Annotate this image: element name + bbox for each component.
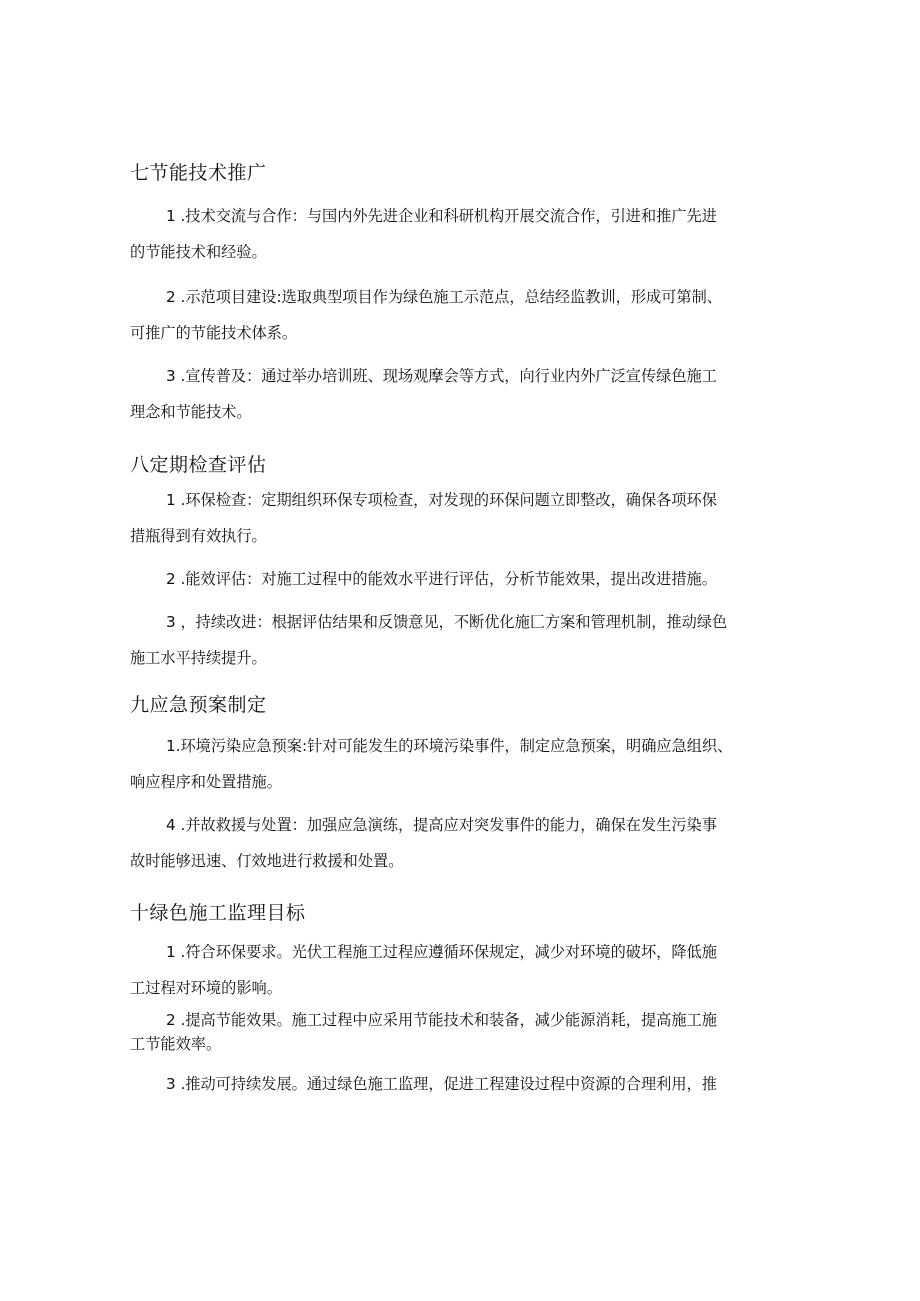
paragraph-10-2 — [130, 1008, 800, 1056]
paragraph-8-2 — [130, 561, 800, 597]
section-heading-9: 九应急预案制定 — [130, 694, 267, 716]
paragraph-line: 1 .符合环保要求。光伏工程施工过程应遵循环保规定，减少对环境的破坏，降低施 — [166, 943, 717, 961]
paragraph-line: 工节能效率。 — [130, 1035, 222, 1053]
paragraph-line: 的节能技术和经验。 — [130, 243, 267, 261]
paragraph-line: 故时能够迅速、仃效地进行救援和处置。 — [130, 852, 404, 870]
paragraph-7-1 — [130, 198, 800, 270]
paragraph-7-2 — [130, 279, 800, 351]
paragraph-7-3 — [130, 358, 800, 430]
section-heading-7: 七节能技术推广 — [130, 162, 267, 184]
paragraph-line: 1 .技术交流与合作：与国内外先进企业和科研机构开展交流合作，引进和推广先进 — [166, 207, 717, 225]
paragraph-line: 3 .推动可持续发展。通过绿色施工监理，促进工程建设过程中资源的合理利用，推 — [166, 1075, 717, 1093]
paragraph-8-1 — [130, 482, 800, 554]
section-heading-10: 十绿色施工监理目标 — [130, 902, 306, 924]
paragraph-line: 响应程序和处置措施。 — [130, 773, 282, 791]
paragraph-line: 4 .并故救援与处置：加强应急演练，提高应对突发事件的能力，确保在发生污染事 — [166, 816, 717, 834]
paragraph-10-1 — [130, 934, 800, 1006]
paragraph-line: 2 .提高节能效果。施工过程中应采用节能技术和装备，减少能源消耗，提高施工施 — [166, 1011, 717, 1029]
paragraph-8-3 — [130, 604, 800, 676]
paragraph-line: 1.环境污染应急预案:针对可能发生的环境污染事件，制定应急预案，明确应急组织、 — [166, 737, 733, 755]
paragraph-line: 3 ，持续改进：根据评估结果和反馈意见，不断优化施匚方案和管理机制，推动绿色 — [166, 613, 728, 631]
paragraph-line: 2 .示范项目建设:选取典型项目作为绿色施工示范点，总结经监教训，形成可第制、 — [166, 288, 722, 306]
paragraph-line: 措瓶得到有效执行。 — [130, 527, 267, 545]
paragraph-line: 可推广的节能技术体系。 — [130, 324, 298, 342]
paragraph-9-1 — [130, 728, 800, 800]
paragraph-line: 理念和节能技术。 — [130, 403, 252, 421]
paragraph-line: 3 .宣传普及：通过举办培训班、现场观摩会等方式，向行业内外广泛宣传绿色施工 — [166, 367, 717, 385]
paragraph-line: 2 .能效评估：对施工过程中的能效水平进行评估，分析节能效果，提出改进措施。 — [166, 570, 717, 588]
paragraph-line: 1 .环保检查：定期组织环保专项检查，对发现的环保问题立即整改，确保各项环保 — [166, 491, 717, 509]
section-heading-8: 八定期检查评估 — [130, 454, 267, 476]
paragraph-line: 施工水平持续提升。 — [130, 649, 267, 667]
paragraph-9-2 — [130, 807, 800, 879]
paragraph-10-3 — [130, 1066, 800, 1102]
paragraph-line: 工过程对环境的影响。 — [130, 979, 282, 997]
